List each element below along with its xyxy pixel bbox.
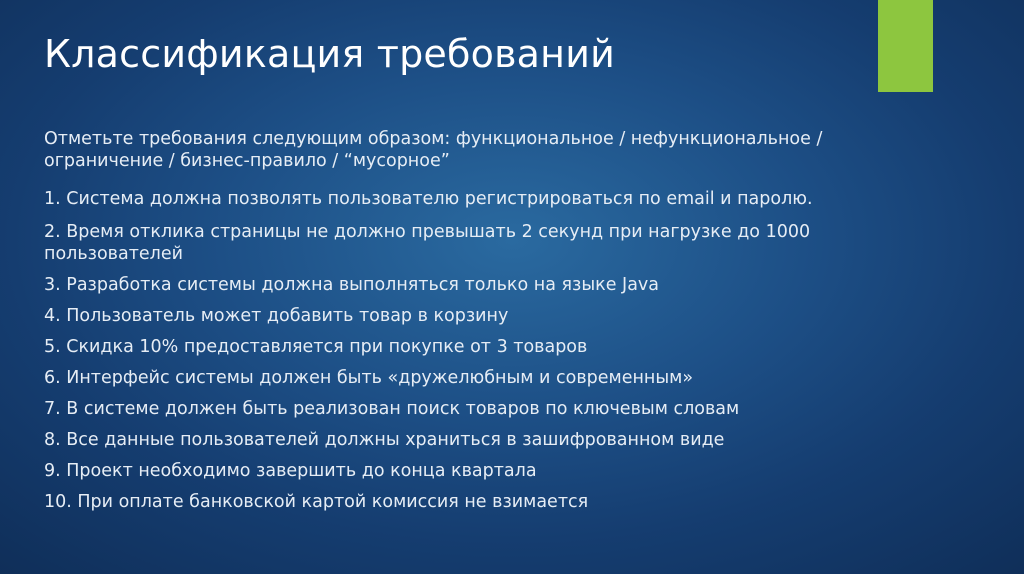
requirement-item-4: 4. Пользователь может добавить товар в корзину — [44, 306, 509, 326]
intro-line: ограничение / бизнес-правило / “мусорное” — [44, 151, 450, 171]
requirements-list — [44, 188, 944, 513]
requirement-item-9: 9. Проект необходимо завершить до конца квартала — [44, 461, 537, 481]
intro-line: Отметьте требования следующим образом: функциональное / нефункциональное / — [44, 129, 823, 149]
slide-content — [44, 128, 944, 513]
requirement-item-10: 10. При оплате банковской картой комиссия не взимается — [44, 492, 589, 512]
requirement-item-5: 5. Скидка 10% предоставляется при покупке от 3 товаров — [44, 337, 588, 357]
requirement-item-8: 8. Все данные пользователей должны храниться в зашифрованном виде — [44, 430, 725, 450]
requirement-item-6: 6. Интерфейс системы должен быть «дружелюбным и современным» — [44, 368, 694, 388]
requirement-item-7: 7. В системе должен быть реализован поиск товаров по ключевым словам — [44, 399, 740, 419]
accent-bar — [878, 0, 933, 92]
requirement-item-3: 3. Разработка системы должна выполняться только на языке Java — [44, 275, 660, 295]
requirement-item-2-continuation: пользователей — [44, 244, 183, 264]
intro-text — [44, 128, 944, 172]
slide-title: Классификация требований — [44, 32, 615, 76]
requirement-item-1: 1. Система должна позволять пользователю регистрироваться по email и паролю. — [44, 189, 813, 209]
requirement-item-2: 2. Время отклика страницы не должно превышать 2 секунд при нагрузке до 1000 — [44, 222, 811, 242]
